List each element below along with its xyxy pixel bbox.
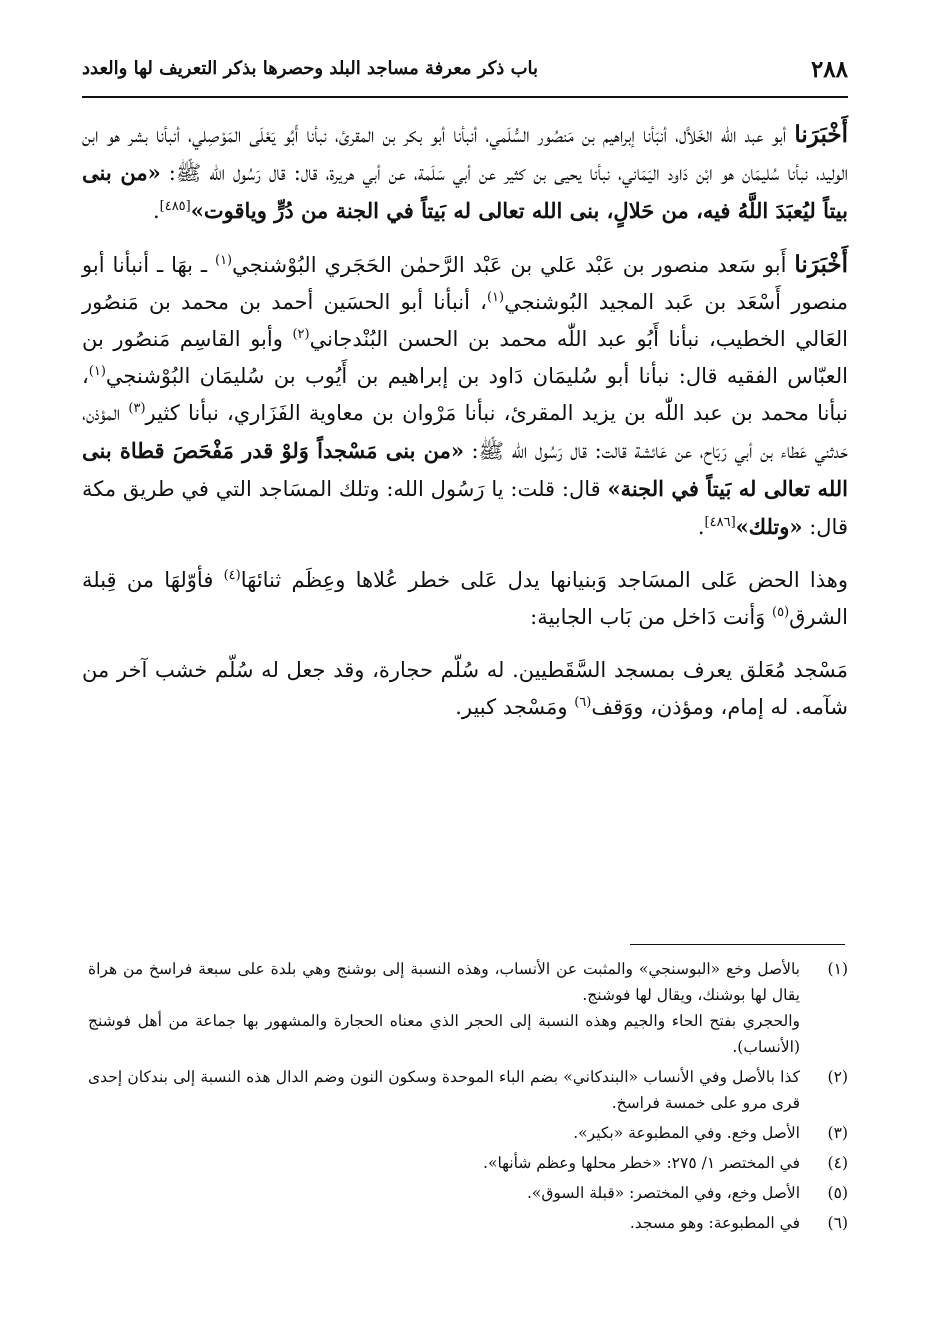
footnote-number: (٢) — [827, 1068, 848, 1086]
footnotes — [88, 956, 848, 1240]
footnote-3 — [88, 1120, 848, 1146]
footnote-2 — [88, 1064, 848, 1116]
page-number: ٢٨٨ — [810, 56, 848, 83]
question-text: قال: قلت: يا رَسُول الله: وتلك المسَاجد التي في طريق مكة قال: — [82, 477, 848, 539]
page-header — [82, 54, 848, 98]
paragraph-commentary — [82, 562, 848, 636]
paragraph-hadith-486: أَخْبَرَنا أَبو سَعد منصور بن عَبْد عَلي بن عَبْد الرَّحمٰن الحَجَري البُوْشنجي$^{(١)}$ ـ بهَا ـ أنبأنا أبو منصور أَسْعَد بن عَبد المجيد البُوشنجي$^{(١)}$، أنبأنا أبو الحسَين أحمد بن محمد بن مَنصُور العَالي الخطيب، نبأنا أَبُو عبد اللّٰه محمد بن الحسن البُنْدجاني$^{(٢)}$ وأبو القاسِم مَنصُور بن العبّاس الفقيه قال: نبأنا أبو سُليمَان دَاود بن إبراهيم بن أَيُوب بن سُليمَان البُوْشنجي$^{(١)}$، نبأنا محمد بن عبد اللّٰه بن يزيد المقرئ، نبأنا مَرْوان بن معاوية الفَزَاري، نبأنا كثير$^{(٣)}$ المؤذن، حَدثني عَطاء بن أبي رَبَاح، عن عَائشة قالت: قال رَسُول الله ﷺ: «من بنى مَسْجداً وَلوْ قدر مَفْحَصَ قطاة بنى الله تعالى له بَيتاً في الجنة» قال: قلت: يا رَسُول الله: وتلك المسَاجد التي في طريق مكة قال: «وتلك»[٤٨٦]. — [82, 251, 849, 539]
footnote-1 — [88, 956, 848, 1060]
footnote-number: (٦) — [827, 1214, 848, 1232]
main-text — [82, 116, 848, 742]
isnad-text: ـ بهَا ـ أنبأنا أبو منصور أَسْعَد بن عَبد المجيد البُوشنجي — [82, 253, 848, 314]
isnad-text: ، نبأنا محمد بن عبد اللّٰه بن يزيد المقرئ، نبأنا مَرْوان بن معاوية الفَزَاري، نبأنا كثير — [82, 364, 848, 425]
footnote-line: في المختصر ١/ ٢٧٥: «خطر محلها وعظم شأنها». — [483, 1154, 800, 1172]
footnote-line: في المطبوعة: وهو مسجد. — [629, 1214, 800, 1232]
paragraph-lead-word: أَخْبَرَنا — [794, 121, 848, 148]
footnote-marker: (٢) — [292, 327, 310, 342]
isnad-text: وأبو القاسِم مَنصُور بن العبّاس الفقيه قال: نبأنا أبو سُليمَان دَاود بن إبراهيم بن أَيُوب بن سُليمَان البُوْشنجي — [82, 327, 848, 388]
footnote-text — [88, 1210, 800, 1236]
isnad-text: ، أنبأنا أبو الحسَين أحمد بن محمد بن مَنصُور العَالي الخطيب، نبأنا أَبُو عبد اللّٰه محمد بن الحسن البُنْدجاني — [82, 290, 848, 351]
hadith-number: [٤٨٥] — [159, 199, 191, 214]
footnote-line: بالأصل وخع «البوسنجي» والمثبت عن الأنساب، وهذه النسبة إلى بوشنج وهي بلدة على سبعة فراسخ من هراة يقال لها بوشنك، ويقال لها فوشنج. — [88, 960, 800, 1004]
mosque-description: ومَسْجد كبير. — [455, 695, 575, 719]
footnote-text — [88, 1180, 800, 1206]
footnote-line: كذا بالأصل وفي الأنساب «البندكاني» بضم الباء الموحدة وسكون النون وضم الدال هذه النسبة إلى بندكان إحدى قرى مرو على خمسة فراسخ. — [88, 1068, 800, 1112]
isnad-text: أبو عبد الله الخَلاَّل، أنبَأنا إبراهيم بن مَنصُور السُّلَمي، أنبأنا أبو بكر بن المقرئ، نبأنا أَبُو يَعْلَى المَوْصِلي، أنبأنا بشر هو ابن الوليد، نبأنا سُليمَان هو ابْن دَاود اليَمَاني، نبأنا يحيى بن كثير عن أبي سَلَمة، عن أبي هريرة، قال: قال رَسُول الله ﷺ: — [82, 123, 848, 185]
paragraph-mosque-entry — [82, 652, 848, 726]
commentary-text: وهذا الحض عَلى المسَاجد وَبنيانها يدل عَلى خطر عُلاها وعِظَم ثنائهَا — [240, 568, 848, 592]
footnote-line: الأصل وخع. وفي المطبوعة «بكير». — [573, 1124, 800, 1142]
mosque-description: مَسْجد مُعَلق يعرف بمسجد السَّقَطيين. له سُلّم حجارة، وقد جعل له سُلّم خشب آخر من شآمه. له إمام، ومؤذن، ووَقف — [82, 658, 848, 719]
footnote-marker: (٣) — [128, 401, 146, 416]
isnad-text: المؤذن، حَدثني عَطاء بن أبي رَبَاح، عن عَائشة قالت: قال رَسُول الله ﷺ: — [82, 401, 848, 463]
isnad-text: أَبو سَعد منصور بن عَبْد عَلي بن عَبْد الرَّحمٰن الحَجَري البُوْشنجي — [232, 253, 795, 277]
paragraph-lead-word: أَخْبَرَنا — [794, 251, 849, 278]
footnote-number: (٣) — [827, 1124, 848, 1142]
footnote-marker: (١) — [214, 253, 233, 268]
footnote-marker: (٤) — [223, 568, 241, 583]
footnote-text — [88, 956, 800, 1060]
footnote-text — [88, 1064, 800, 1116]
paragraph-hadith-485: أَخْبَرَنا أبو عبد الله الخَلاَّل، أنبَأنا إبراهيم بن مَنصُور السُّلَمي، أنبأنا أبو بكر بن المقرئ، نبأنا أَبُو يَعْلَى المَوْصِلي، أنبأنا بشر هو ابن الوليد، نبأنا سُليمَان هو ابْن دَاود اليَمَاني، نبأنا يحيى بن كثير عن أبي سَلَمة، عن أبي هريرة، قال: قال رَسُول الله ﷺ: «من بنى بيتاً ليُعبَدَ اللَّهُ فيه، من حَلالٍ، بنى الله تعالى له بَيتاً في الجنة من دُرٍّ وياقوت»[٤٨٥]. — [82, 121, 848, 223]
header-rule — [82, 96, 848, 98]
footnote-marker: (١) — [486, 290, 505, 305]
footnote-number: (١) — [827, 960, 848, 978]
footnote-separator — [630, 944, 845, 945]
footnote-marker: (٦) — [574, 695, 592, 710]
running-title: باب ذكر معرفة مساجد البلد وحصرها بذكر التعريف لها والعدد — [82, 58, 539, 79]
hadith-answer: «وتلك» — [735, 514, 803, 539]
footnote-text — [88, 1120, 800, 1146]
footnote-line: الأصل وخع، وفي المختصر: «قبلة السوق». — [526, 1184, 800, 1202]
commentary-text: وَأنت دَاخل من بَاب الجابية: — [530, 605, 772, 629]
footnote-number: (٥) — [827, 1184, 848, 1202]
footnote-marker: (١) — [88, 364, 106, 379]
footnote-4 — [88, 1150, 848, 1176]
footnote-5 — [88, 1180, 848, 1206]
footnote-text — [88, 1150, 800, 1176]
footnote-6 — [88, 1210, 848, 1236]
footnote-marker: (٥) — [772, 605, 790, 620]
footnote-line: والحجري بفتح الحاء والجيم وهذه النسبة إلى الحجر الذي معناه الحجارة والمشهور بها جماعة من أهل فوشنج (الأنساب). — [88, 1012, 800, 1056]
hadith-text: «من بنى بيتاً ليُعبَدَ اللَّهُ فيه، من حَلالٍ، بنى الله تعالى له بَيتاً في الجنة من دُرٍّ وياقوت» — [82, 160, 848, 223]
hadith-text: «من بنى مَسْجداً وَلوْ قدر مَفْحَصَ قطاة بنى الله تعالى له بَيتاً في الجنة» — [82, 438, 849, 501]
hadith-number: [٤٨٦] — [704, 515, 736, 530]
commentary-text: فأوّلهَا من قِبلة الشرق — [82, 568, 848, 629]
footnote-number: (٤) — [827, 1154, 848, 1172]
